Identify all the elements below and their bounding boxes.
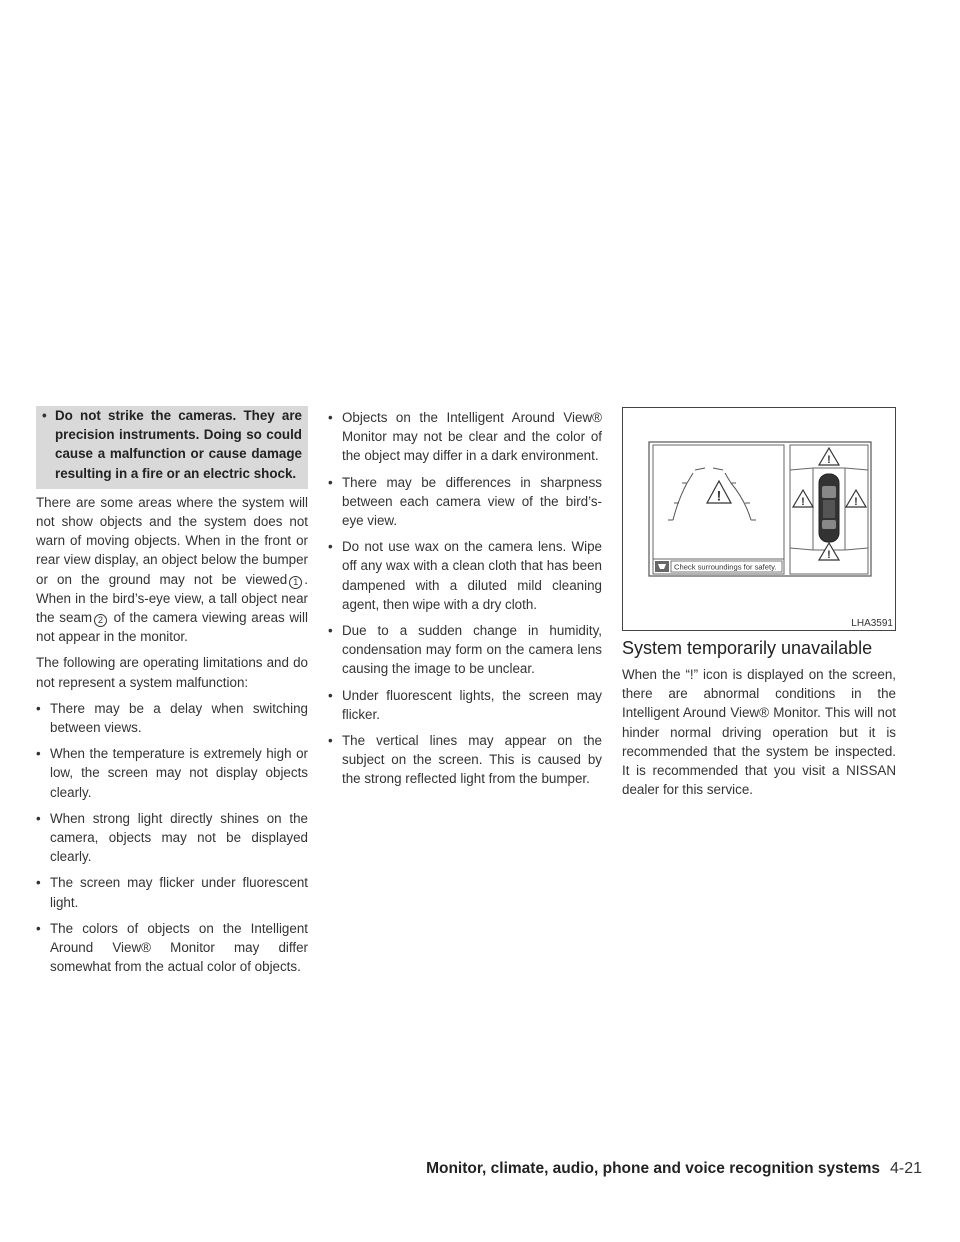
list-item	[328, 537, 602, 614]
list-item-text: Objects on the Intelligent Around View® Monitor may not be clear and the color of the object may differ in a dark environment.	[342, 410, 602, 464]
list-bullet: •	[36, 746, 41, 762]
list-bullet: •	[328, 410, 333, 425]
list-bullet: •	[328, 474, 333, 490]
svg-text:!: !	[827, 454, 831, 466]
paragraph-blind-areas	[36, 493, 308, 647]
screen-message: Check surroundings for safety.	[674, 562, 777, 572]
list-bullet: •	[36, 920, 41, 936]
list-item-text: There may be differences in sharpness between each camera view of the bird’s-eye view.	[342, 474, 602, 529]
svg-text:!: !	[854, 496, 858, 508]
vehicle-icon	[819, 474, 839, 542]
list-item-text: The colors of objects on the Intelligent Around View® Monitor may differ somewhat from the actual color of objects.	[50, 920, 308, 975]
column-middle	[328, 408, 602, 796]
svg-text:!: !	[801, 496, 805, 508]
blind-areas-text-3: of the camera viewing areas will not appear in the monitor.	[36, 610, 308, 645]
paragraph-unavailable: When the “!” icon is displayed on the screen, there are abnormal conditions in the Intelligent Around View® Monitor. This will not hinder normal driving operation but it is recommended that the system be inspected. It is recommended that you visit a NISSAN dealer for this service.	[622, 667, 896, 798]
warning-glyph: !	[716, 487, 722, 504]
blind-areas-text-1: There are some areas where the system will not show objects and the system does not warn of moving objects. When in the front or rear view display, an object below the bumper or on the ground may not be viewed	[36, 494, 308, 587]
monitor-figure	[622, 407, 896, 631]
list-bullet: •	[328, 687, 333, 703]
list-item-text: There may be a delay when switching between views.	[50, 700, 308, 736]
svg-text:!: !	[827, 549, 831, 561]
list-item	[36, 699, 308, 737]
paragraph-limitations-intro: The following are operating limitations and do not represent a system malfunction:	[36, 655, 308, 690]
list-item	[328, 408, 602, 466]
list-bullet: •	[36, 700, 41, 716]
list-item	[36, 873, 308, 911]
list-item-text: Under fluorescent lights, the screen may flicker.	[342, 687, 602, 722]
warning-text: Do not strike the cameras. They are precision instruments. Doing so could cause a malfunction or cause damage resulting in a fire or an electric shock.	[55, 408, 302, 481]
list-bullet: •	[36, 875, 41, 891]
list-item	[36, 744, 308, 802]
callout-marker-1: 1	[289, 576, 302, 589]
callout-marker-2: 2	[94, 614, 107, 627]
list-bullet: •	[328, 733, 333, 749]
section-title: Monitor, climate, audio, phone and voice recognition systems	[426, 1160, 880, 1177]
blind-areas-text-2: . When in the bird’s-eye view, a tall object near the seam	[36, 571, 308, 626]
page-footer	[426, 1160, 922, 1178]
limitations-list-continued	[328, 408, 602, 789]
page-number: 4-21	[889, 1160, 922, 1177]
list-item	[328, 686, 602, 724]
section-heading: System temporarily unavailable	[622, 638, 873, 658]
list-item	[328, 731, 602, 789]
list-item-text: When strong light directly shines on the camera, objects may not be displayed clearly.	[50, 810, 308, 865]
list-item	[328, 621, 602, 679]
list-item	[328, 473, 602, 531]
list-item	[36, 919, 308, 977]
warning-box	[36, 406, 308, 489]
list-bullet: •	[328, 539, 333, 555]
monitor-illustration	[623, 408, 895, 630]
list-item-text: Due to a sudden change in humidity, condensation may form on the camera lens causing the image to be unclear.	[342, 623, 602, 677]
list-bullet: •	[328, 623, 333, 639]
list-bullet: •	[36, 810, 41, 826]
list-item-text: The screen may flicker under fluorescent light.	[50, 875, 308, 910]
list-item-text: When the temperature is extremely high or low, the screen may not display objects clearly.	[50, 746, 308, 800]
limitations-list	[36, 699, 308, 977]
list-item-text: The vertical lines may appear on the subject on the screen. This is caused by the strong reflected light from the bumper.	[342, 733, 602, 787]
column-left	[36, 408, 308, 983]
list-item-text: Do not use wax on the camera lens. Wipe off any wax with a clean cloth that has been dampened with a diluted mild cleaning agent, then wipe with a dry cloth.	[342, 539, 602, 612]
list-item	[36, 809, 308, 867]
warning-bullet: •	[42, 408, 47, 423]
column-right	[622, 408, 896, 806]
figure-code: LHA3591	[851, 618, 893, 629]
